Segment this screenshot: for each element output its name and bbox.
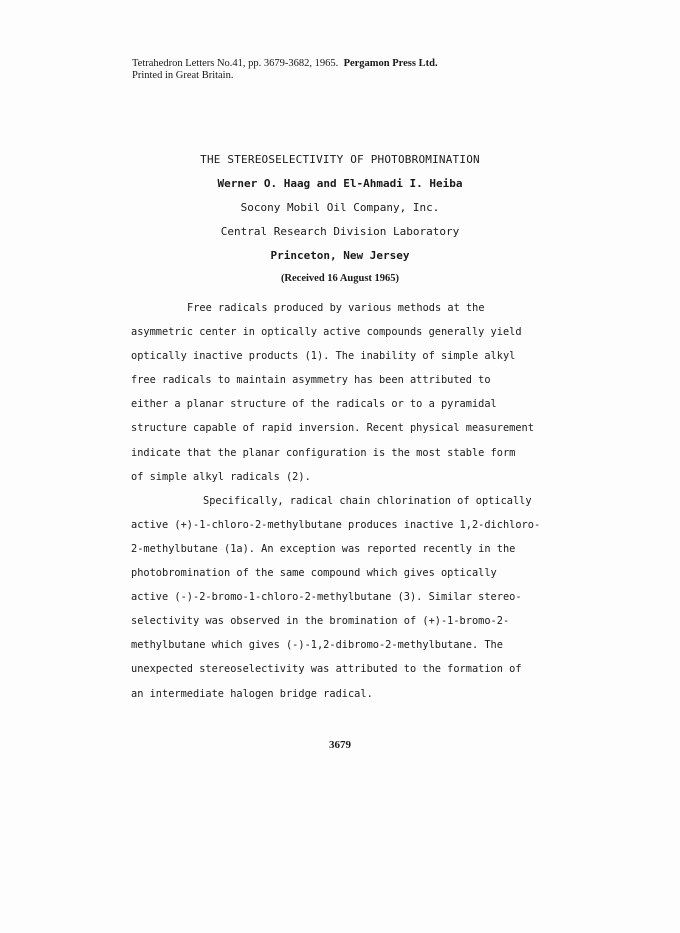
body-line: optically inactive products (1). The inability of simple alkyl: [131, 350, 516, 363]
page-number: 3679: [329, 739, 351, 751]
journal-citation: Tetrahedron Letters No.41, pp. 3679-3682, 1965.: [132, 58, 339, 69]
body-line: either a planar structure of the radicals or to a pyramidal: [131, 398, 497, 411]
journal-citation-line: [132, 58, 438, 70]
body-line: Specifically, radical chain chlorination of optically: [203, 494, 532, 507]
body-line: Free radicals produced by various methods at the: [187, 302, 485, 314]
body-line: active (+)-1-chloro-2-methylbutane produces inactive 1,2-dichloro-: [131, 518, 541, 531]
body-line: selectivity was observed in the bromination of (+)-1-bromo-2-: [131, 615, 510, 628]
author-affiliation-location: Princeton, New Jersey: [270, 249, 410, 262]
paper-body: [131, 296, 571, 706]
body-line: 2-methylbutane (1a). An exception was reported recently in the: [131, 542, 516, 555]
body-line: structure capable of rapid inversion. Recent physical measurement: [131, 422, 534, 435]
publisher-name: Pergamon Press Ltd.: [343, 58, 438, 69]
body-line: methylbutane which gives (-)-1,2-dibromo-2-methylbutane. The: [131, 639, 503, 652]
body-line: free radicals to maintain asymmetry has been attributed to: [131, 374, 491, 387]
body-line: of simple alkyl radicals (2).: [131, 470, 311, 483]
body-line: asymmetric center in optically active compounds generally yield: [131, 326, 522, 339]
author-affiliation-division: Central Research Division Laboratory: [220, 225, 460, 238]
journal-header: [132, 58, 438, 82]
printed-in-line: Printed in Great Britain.: [132, 70, 234, 81]
paper-authors: Werner O. Haag and El-Ahmadi I. Heiba: [217, 177, 463, 190]
received-date: (Received 16 August 1965): [280, 273, 400, 284]
body-line: photobromination of the same compound which gives optically: [131, 567, 497, 580]
author-affiliation-company: Socony Mobil Oil Company, Inc.: [240, 201, 440, 214]
body-line: indicate that the planar configuration is the most stable form: [131, 446, 516, 459]
body-line: an intermediate halogen bridge radical.: [131, 687, 373, 700]
body-line: unexpected stereoselectivity was attributed to the formation of: [131, 663, 522, 676]
body-line: active (-)-2-bromo-1-chloro-2-methylbutane (3). Similar stereo-: [131, 591, 522, 604]
paper-title: THE STEREOSELECTIVITY OF PHOTOBROMINATION: [200, 153, 480, 166]
